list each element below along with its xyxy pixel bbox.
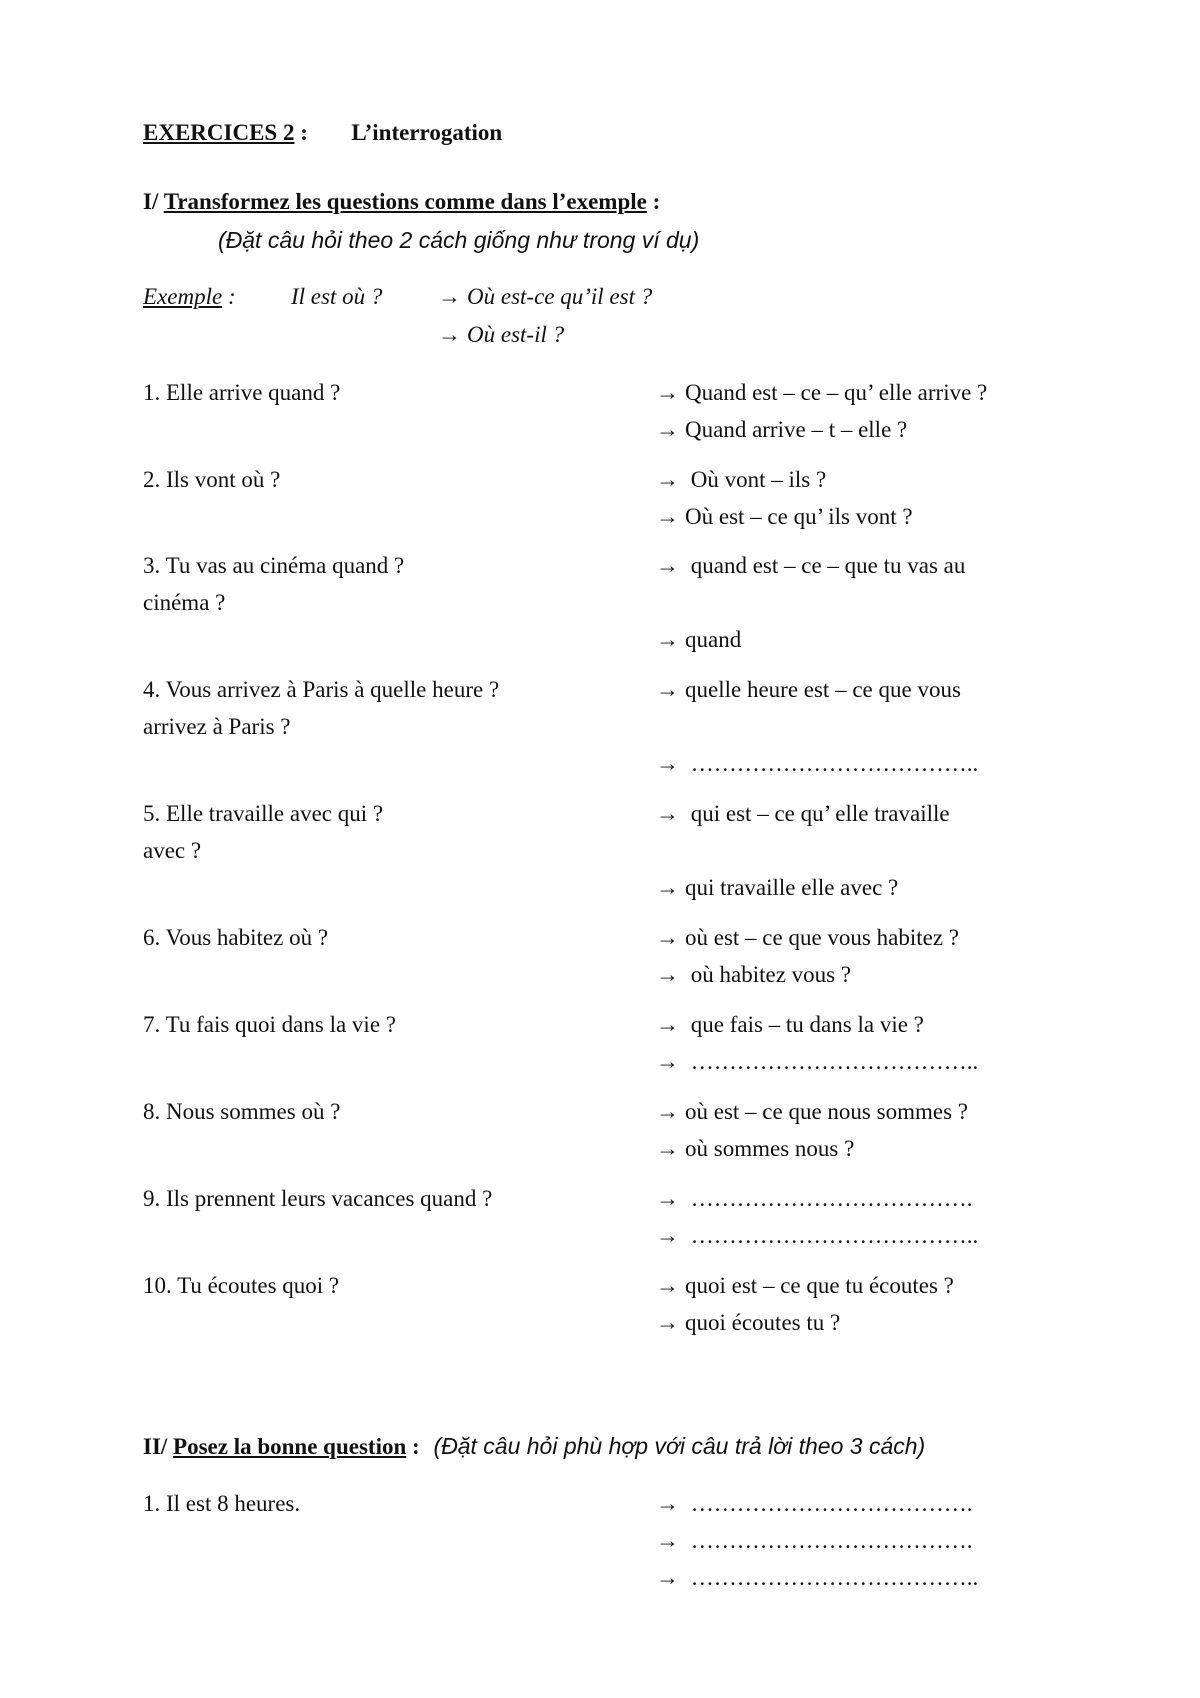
answer-5-1 bbox=[656, 799, 950, 829]
arrow-icon: → bbox=[656, 1186, 679, 1211]
arrow-icon: → bbox=[656, 553, 679, 578]
answer-text: quand bbox=[685, 627, 742, 652]
answer-text: où est – ce que nous sommes ? bbox=[685, 1099, 968, 1124]
arrow-icon: → bbox=[656, 751, 679, 776]
arrow-icon: → bbox=[656, 504, 679, 529]
arrow-icon: → bbox=[656, 1049, 679, 1074]
answer-blank: ……………………………….. bbox=[685, 1565, 979, 1590]
answer-text: Quand est – ce – qu’ elle arrive ? bbox=[685, 380, 988, 405]
answer-text: où est – ce que vous habitez ? bbox=[685, 925, 959, 950]
answer-8-2 bbox=[656, 1134, 854, 1164]
answer-10-2 bbox=[656, 1308, 840, 1338]
section1-number: I/ bbox=[143, 189, 164, 214]
arrow-icon: → bbox=[656, 627, 679, 652]
arrow-icon: → bbox=[656, 1223, 679, 1248]
arrow-icon: → bbox=[656, 1012, 679, 1037]
example-row bbox=[143, 282, 236, 312]
arrow-icon: → bbox=[656, 1528, 679, 1553]
question-4-continued: arrivez à Paris ? bbox=[143, 714, 291, 739]
question-9: 9. Ils prennent leurs vacances quand ? bbox=[143, 1186, 493, 1211]
answer-1-1 bbox=[656, 378, 987, 408]
answer-3-2 bbox=[656, 625, 741, 655]
arrow-icon: → bbox=[656, 875, 679, 900]
section2-title bbox=[143, 1431, 925, 1462]
example-answer-2 bbox=[438, 320, 564, 350]
example-answer-2-text: Où est-il ? bbox=[467, 322, 565, 347]
arrow-icon: → bbox=[656, 1099, 679, 1124]
example-answer-1-text: Où est-ce qu’il est ? bbox=[467, 284, 653, 309]
page-title bbox=[143, 118, 502, 148]
answer-text: quoi est – ce que tu écoutes ? bbox=[685, 1273, 954, 1298]
answer-blank: ………………………………. bbox=[685, 1491, 973, 1516]
answer-9-2 bbox=[656, 1221, 978, 1251]
arrow-icon: → bbox=[656, 1491, 679, 1516]
answer-text: Où vont – ils ? bbox=[685, 467, 827, 492]
section2-note: (Đặt câu hỏi phù hợp với câu trả lời theo 3 cách) bbox=[433, 1433, 926, 1459]
arrow-icon: → bbox=[656, 801, 679, 826]
answer-9-1 bbox=[656, 1184, 973, 1214]
answer-1-2 bbox=[656, 415, 907, 445]
answer-7-1 bbox=[656, 1010, 924, 1040]
answer-text: qui est – ce qu’ elle travaille bbox=[685, 801, 950, 826]
question-5-continued: avec ? bbox=[143, 838, 202, 863]
answer-text: quelle heure est – ce que vous bbox=[685, 677, 961, 702]
answer-6-2 bbox=[656, 960, 851, 990]
question-1: 1. Elle arrive quand ? bbox=[143, 380, 341, 405]
answer-6-1 bbox=[656, 923, 959, 953]
question-10: 10. Tu écoutes quoi ? bbox=[143, 1273, 340, 1298]
arrow-icon: → bbox=[656, 1136, 679, 1161]
arrow-icon: → bbox=[656, 1310, 679, 1335]
answer-text: qui travaille elle avec ? bbox=[685, 875, 899, 900]
section2-answer-1-1 bbox=[656, 1489, 973, 1519]
exercise-label: EXERCICES 2 bbox=[143, 120, 295, 145]
answer-text: quoi écoutes tu ? bbox=[685, 1310, 841, 1335]
question-6: 6. Vous habitez où ? bbox=[143, 925, 329, 950]
section1-note: (Đặt câu hỏi theo 2 cách giống như trong ví dụ) bbox=[218, 227, 700, 253]
answer-2-2 bbox=[656, 502, 913, 532]
section2-question-1: 1. Il est 8 heures. bbox=[143, 1491, 301, 1516]
arrow-icon: → bbox=[656, 962, 679, 987]
question-4: 4. Vous arrivez à Paris à quelle heure ? bbox=[143, 677, 500, 702]
section2-colon: : bbox=[406, 1434, 420, 1459]
section1-colon: : bbox=[646, 189, 661, 214]
question-7: 7. Tu fais quoi dans la vie ? bbox=[143, 1012, 396, 1037]
exercise-colon: : bbox=[294, 120, 308, 145]
question-8: 8. Nous sommes où ? bbox=[143, 1099, 341, 1124]
answer-text: Quand arrive – t – elle ? bbox=[685, 417, 908, 442]
answer-blank: ………………………………. bbox=[685, 1528, 973, 1553]
answer-3-1 bbox=[656, 551, 965, 581]
example-answer-1 bbox=[438, 282, 652, 312]
section1-title bbox=[143, 187, 660, 217]
section2-number: II/ bbox=[143, 1434, 174, 1459]
answer-blank: ………………………………. bbox=[685, 1186, 973, 1211]
answer-blank: ……………………………….. bbox=[685, 751, 979, 776]
section2-title-text: Posez la bonne question bbox=[173, 1434, 407, 1459]
answer-4-2 bbox=[656, 749, 978, 779]
question-2: 2. Ils vont où ? bbox=[143, 467, 281, 492]
question-3: 3. Tu vas au cinéma quand ? bbox=[143, 553, 405, 578]
answer-7-2 bbox=[656, 1047, 978, 1077]
example-question: Il est où ? bbox=[291, 284, 383, 309]
answer-text: Où est – ce qu’ ils vont ? bbox=[685, 504, 913, 529]
section2-answer-1-3 bbox=[656, 1563, 978, 1593]
exercise-topic: L’interrogation bbox=[351, 120, 503, 145]
arrow-icon: → bbox=[656, 417, 679, 442]
answer-5-2 bbox=[656, 873, 898, 903]
arrow-icon: → bbox=[656, 380, 679, 405]
example-colon: : bbox=[222, 284, 236, 309]
answer-text: où sommes nous ? bbox=[685, 1136, 855, 1161]
question-5: 5. Elle travaille avec qui ? bbox=[143, 801, 384, 826]
example-label: Exemple bbox=[143, 284, 223, 309]
answer-10-1 bbox=[656, 1271, 954, 1301]
section1-title-text: Transformez les questions comme dans l’exemple bbox=[163, 189, 647, 214]
arrow-icon: → bbox=[656, 925, 679, 950]
arrow-icon: → bbox=[656, 467, 679, 492]
answer-blank: ……………………………….. bbox=[685, 1049, 979, 1074]
answer-text: quand est – ce – que tu vas au bbox=[685, 553, 966, 578]
arrow-icon: → bbox=[656, 677, 679, 702]
answer-8-1 bbox=[656, 1097, 968, 1127]
arrow-icon: → bbox=[656, 1565, 679, 1590]
answer-2-1 bbox=[656, 465, 826, 495]
answer-4-1 bbox=[656, 675, 961, 705]
answer-text: que fais – tu dans la vie ? bbox=[685, 1012, 924, 1037]
answer-text: où habitez vous ? bbox=[685, 962, 852, 987]
arrow-icon: → bbox=[438, 322, 461, 347]
question-3-continued: cinéma ? bbox=[143, 590, 226, 615]
section2-answer-1-2 bbox=[656, 1526, 973, 1556]
arrow-icon: → bbox=[438, 284, 461, 309]
arrow-icon: → bbox=[656, 1273, 679, 1298]
answer-blank: ……………………………….. bbox=[685, 1223, 979, 1248]
